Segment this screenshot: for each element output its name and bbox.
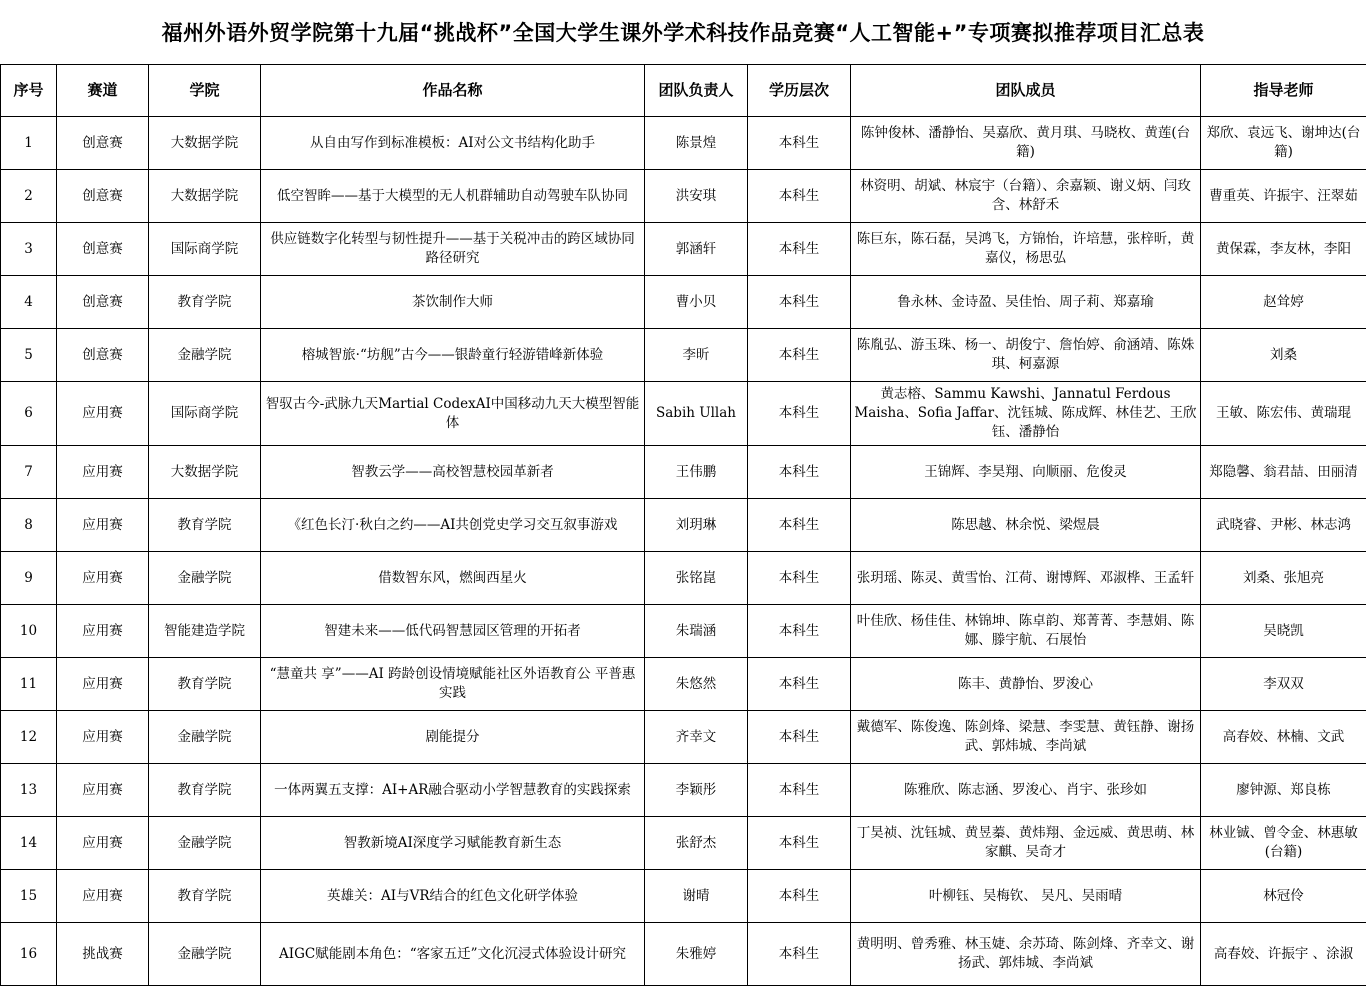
- cell-work: 剧能提分: [261, 711, 645, 764]
- cell-no: 13: [1, 764, 57, 817]
- cell-college: 金融学院: [149, 817, 261, 870]
- cell-no: 14: [1, 817, 57, 870]
- cell-advisor: 林冠伶: [1201, 870, 1366, 923]
- cell-leader: 郭涵轩: [645, 223, 748, 276]
- cell-advisor: 高春姣、许振宇 、涂淑: [1201, 923, 1366, 986]
- cell-level: 本科生: [748, 329, 851, 382]
- cell-level: 本科生: [748, 499, 851, 552]
- cell-no: 6: [1, 382, 57, 446]
- cell-work: 智建未来——低代码智慧园区管理的开拓者: [261, 605, 645, 658]
- cell-level: 本科生: [748, 276, 851, 329]
- cell-leader: 李颖彤: [645, 764, 748, 817]
- cell-level: 本科生: [748, 605, 851, 658]
- cell-members: 叶佳欣、杨佳佳、林锦坤、陈卓韵、郑菁菁、李慧娟、陈娜、滕宇航、石展怡: [851, 605, 1201, 658]
- table-row: [1, 605, 1366, 658]
- cell-college: 国际商学院: [149, 223, 261, 276]
- cell-level: 本科生: [748, 870, 851, 923]
- cell-members: 陈巨东，陈石磊，吴鸿飞，方锦怡，许培慧，张梓昕，黄嘉仪，杨思弘: [851, 223, 1201, 276]
- table-row: [1, 552, 1366, 605]
- cell-level: 本科生: [748, 711, 851, 764]
- cell-track: 应用赛: [57, 658, 149, 711]
- table-row: [1, 923, 1366, 986]
- cell-track: 应用赛: [57, 446, 149, 499]
- cell-track: 创意赛: [57, 170, 149, 223]
- table-row: [1, 382, 1366, 446]
- table-row: [1, 117, 1366, 170]
- cell-advisor: 高春姣、林楠、文武: [1201, 711, 1366, 764]
- cell-work: 一体两翼五支撑：AI+AR融合驱动小学智慧教育的实践探索: [261, 764, 645, 817]
- cell-no: 12: [1, 711, 57, 764]
- cell-work: 智教新境AI深度学习赋能教育新生态: [261, 817, 645, 870]
- cell-members: 叶柳钰、吴梅钦、 吴凡、吴雨晴: [851, 870, 1201, 923]
- table-row: [1, 499, 1366, 552]
- cell-track: 创意赛: [57, 223, 149, 276]
- cell-college: 金融学院: [149, 711, 261, 764]
- cell-no: 9: [1, 552, 57, 605]
- cell-no: 4: [1, 276, 57, 329]
- cell-college: 大数据学院: [149, 170, 261, 223]
- table-row: [1, 446, 1366, 499]
- cell-advisor: 黄保霖，李友林，李阳: [1201, 223, 1366, 276]
- cell-level: 本科生: [748, 817, 851, 870]
- header-members: 团队成员: [851, 65, 1201, 117]
- cell-college: 教育学院: [149, 658, 261, 711]
- table-header-row: [1, 65, 1366, 117]
- cell-leader: 谢晴: [645, 870, 748, 923]
- cell-leader: Sabih Ullah: [645, 382, 748, 446]
- cell-work: 茶饮制作大师: [261, 276, 645, 329]
- cell-members: 陈丰、黄静怡、罗浚心: [851, 658, 1201, 711]
- cell-work: 借数智东风，燃闽西星火: [261, 552, 645, 605]
- cell-no: 7: [1, 446, 57, 499]
- table-row: [1, 764, 1366, 817]
- cell-no: 2: [1, 170, 57, 223]
- cell-no: 11: [1, 658, 57, 711]
- cell-track: 应用赛: [57, 605, 149, 658]
- cell-advisor: 林业铖、曾令金、林惠敏(台籍): [1201, 817, 1366, 870]
- cell-track: 应用赛: [57, 764, 149, 817]
- cell-advisor: 赵耸婷: [1201, 276, 1366, 329]
- cell-members: 陈雅欣、陈志涵、罗浚心、肖宇、张珍如: [851, 764, 1201, 817]
- cell-work: AIGC赋能剧本角色：“客家五迁”文化沉浸式体验设计研究: [261, 923, 645, 986]
- cell-members: 丁昊祯、沈钰城、黄昱蓁、黄炜翔、金远威、黄思萌、林家麒、吴奇才: [851, 817, 1201, 870]
- cell-college: 金融学院: [149, 552, 261, 605]
- header-track: 赛道: [57, 65, 149, 117]
- cell-college: 教育学院: [149, 276, 261, 329]
- cell-advisor: 王敏、陈宏伟、黄瑞琨: [1201, 382, 1366, 446]
- cell-leader: 朱雅婷: [645, 923, 748, 986]
- cell-work: 智教云学——高校智慧校园革新者: [261, 446, 645, 499]
- cell-work: 从自由写作到标准模板：AI对公文书结构化助手: [261, 117, 645, 170]
- cell-track: 应用赛: [57, 382, 149, 446]
- cell-work: 《红色长汀·秋白之约——AI共创党史学习交互叙事游戏: [261, 499, 645, 552]
- header-leader: 团队负责人: [645, 65, 748, 117]
- cell-advisor: 吴晓凯: [1201, 605, 1366, 658]
- cell-level: 本科生: [748, 170, 851, 223]
- summary-table: [0, 64, 1366, 986]
- cell-level: 本科生: [748, 223, 851, 276]
- cell-level: 本科生: [748, 117, 851, 170]
- table-row: [1, 658, 1366, 711]
- cell-no: 16: [1, 923, 57, 986]
- cell-work: “慧童共 享”——AI 跨龄创设情境赋能社区外语教育公 平普惠实践: [261, 658, 645, 711]
- cell-track: 创意赛: [57, 117, 149, 170]
- cell-leader: 陈景煌: [645, 117, 748, 170]
- cell-level: 本科生: [748, 552, 851, 605]
- cell-leader: 张铭崑: [645, 552, 748, 605]
- cell-no: 15: [1, 870, 57, 923]
- cell-track: 应用赛: [57, 499, 149, 552]
- cell-advisor: 曹重英、许振宇、汪翠茹: [1201, 170, 1366, 223]
- cell-work: 智驭古今-武脉九天Martial CodexAI中国移动九天大模型智能体: [261, 382, 645, 446]
- cell-college: 智能建造学院: [149, 605, 261, 658]
- cell-members: 陈胤弘、游玉珠、杨一、胡俊宁、詹怡婷、俞涵靖、陈姝琪、柯嘉源: [851, 329, 1201, 382]
- cell-track: 应用赛: [57, 711, 149, 764]
- cell-members: 陈思越、林余悦、梁煜晨: [851, 499, 1201, 552]
- header-college: 学院: [149, 65, 261, 117]
- cell-college: 金融学院: [149, 923, 261, 986]
- cell-track: 挑战赛: [57, 923, 149, 986]
- cell-college: 国际商学院: [149, 382, 261, 446]
- header-no: 序号: [1, 65, 57, 117]
- table-row: [1, 223, 1366, 276]
- cell-level: 本科生: [748, 658, 851, 711]
- cell-level: 本科生: [748, 764, 851, 817]
- cell-no: 1: [1, 117, 57, 170]
- cell-leader: 朱瑞涵: [645, 605, 748, 658]
- page-title: 福州外语外贸学院第十九届“挑战杯”全国大学生课外学术科技作品竞赛“人工智能+”专项赛拟推荐项目汇总表: [161, 21, 1205, 45]
- cell-college: 教育学院: [149, 870, 261, 923]
- cell-leader: 朱悠然: [645, 658, 748, 711]
- cell-work: 榕城智旅·“坊舰”古今——银龄童行轻游错峰新体验: [261, 329, 645, 382]
- cell-members: 张玥瑶、陈灵、黄雪怡、江荷、谢博辉、邓淑桦、王孟轩: [851, 552, 1201, 605]
- cell-members: 王锦辉、李昊翔、向顺丽、危俊灵: [851, 446, 1201, 499]
- cell-track: 应用赛: [57, 817, 149, 870]
- cell-track: 创意赛: [57, 276, 149, 329]
- cell-leader: 王伟鹏: [645, 446, 748, 499]
- cell-college: 大数据学院: [149, 117, 261, 170]
- cell-advisor: 郑隐馨、翁君喆、田丽清: [1201, 446, 1366, 499]
- cell-college: 大数据学院: [149, 446, 261, 499]
- cell-no: 3: [1, 223, 57, 276]
- cell-work: 供应链数字化转型与韧性提升——基于关税冲击的跨区域协同路径研究: [261, 223, 645, 276]
- cell-advisor: 李双双: [1201, 658, 1366, 711]
- cell-leader: 刘玥琳: [645, 499, 748, 552]
- cell-leader: 张舒杰: [645, 817, 748, 870]
- cell-track: 创意赛: [57, 329, 149, 382]
- cell-members: 鲁永林、金诗盈、吴佳怡、周子莉、郑嘉瑜: [851, 276, 1201, 329]
- cell-advisor: 武晓睿、尹彬、林志鸿: [1201, 499, 1366, 552]
- table-row: [1, 170, 1366, 223]
- cell-members: 黄志榕、Sammu Kawshi、Jannatul Ferdous Maisha、Sofia Jaffar、沈钰城、陈成辉、林佳艺、王欣钰、潘静怡: [851, 382, 1201, 446]
- cell-college: 金融学院: [149, 329, 261, 382]
- header-work: 作品名称: [261, 65, 645, 117]
- cell-leader: 曹小贝: [645, 276, 748, 329]
- table-row: [1, 817, 1366, 870]
- cell-track: 应用赛: [57, 552, 149, 605]
- cell-level: 本科生: [748, 382, 851, 446]
- cell-college: 教育学院: [149, 499, 261, 552]
- header-level: 学历层次: [748, 65, 851, 117]
- cell-no: 8: [1, 499, 57, 552]
- table-row: [1, 711, 1366, 764]
- cell-members: 陈钟俊林、潘静怡、吴嘉欣、黄月琪、马晓枚、黄莲(台籍): [851, 117, 1201, 170]
- cell-leader: 洪安琪: [645, 170, 748, 223]
- cell-no: 5: [1, 329, 57, 382]
- cell-members: 黄明明、曾秀雅、林玉婕、余苏琦、陈剑烽、齐幸文、谢扬武、郭炜城、李尚斌: [851, 923, 1201, 986]
- cell-work: 低空智眸——基于大模型的无人机群辅助自动驾驶车队协同: [261, 170, 645, 223]
- table-row: [1, 329, 1366, 382]
- cell-members: 戴德军、陈俊逸、陈剑烽、梁慧、李雯慧、黄钰静、谢扬武、郭炜城、李尚斌: [851, 711, 1201, 764]
- cell-members: 林资明、胡斌、林宸宇（台籍）、余嘉颖、谢义炳、闫玫含、林舒禾: [851, 170, 1201, 223]
- cell-track: 应用赛: [57, 870, 149, 923]
- cell-work: 英雄关：AI与VR结合的红色文化研学体验: [261, 870, 645, 923]
- cell-advisor: 刘桑: [1201, 329, 1366, 382]
- cell-advisor: 郑欣、袁远飞、谢坤达(台籍): [1201, 117, 1366, 170]
- table-row: [1, 870, 1366, 923]
- table-row: [1, 276, 1366, 329]
- cell-leader: 齐幸文: [645, 711, 748, 764]
- cell-college: 教育学院: [149, 764, 261, 817]
- cell-level: 本科生: [748, 923, 851, 986]
- cell-advisor: 刘桑、张旭亮: [1201, 552, 1366, 605]
- cell-no: 10: [1, 605, 57, 658]
- cell-leader: 李昕: [645, 329, 748, 382]
- cell-advisor: 廖钟源、郑良栋: [1201, 764, 1366, 817]
- header-advisor: 指导老师: [1201, 65, 1366, 117]
- cell-level: 本科生: [748, 446, 851, 499]
